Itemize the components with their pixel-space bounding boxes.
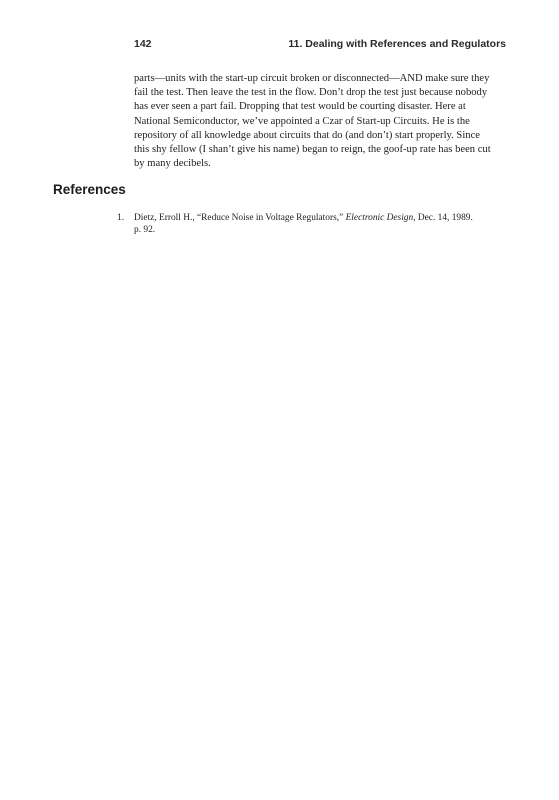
reference-number: 1.: [117, 213, 125, 223]
paragraph-line: by many decibels.: [134, 158, 211, 170]
paragraph-line: this shy fellow (I shan’t give his name) began to reign, the goof-up rate has been cut: [134, 144, 491, 156]
paragraph-line: repository of all knowledge about circuits that do (and don’t) start properly. Since: [134, 129, 480, 141]
reference-authors-title: Dietz, Erroll H., “Reduce Noise in Voltage Regulators,”: [134, 213, 346, 223]
reference-journal: Electronic Design: [345, 213, 414, 223]
reference-date: , Dec. 14, 1989.: [413, 213, 473, 223]
page-number: 142: [134, 38, 152, 50]
body-paragraph: [134, 72, 504, 171]
reference-citation: [134, 212, 517, 224]
paragraph-line: has ever seen a part fail. Dropping that test would be courting disaster. Here at: [134, 101, 466, 113]
running-header: [134, 38, 506, 54]
reference-list: [117, 212, 517, 236]
references-heading: References: [53, 182, 126, 197]
reference-item: [117, 212, 517, 236]
paragraph-line: parts—units with the start-up circuit broken or disconnected—AND make sure they: [134, 73, 490, 84]
paragraph-line: fail the test. Then leave the test in the flow. Don’t drop the test just because nobody: [134, 87, 488, 99]
paragraph-line: National Semiconductor, we’ve appointed a Czar of Start-up Circuits. He is the: [134, 115, 470, 127]
reference-pages: p. 92.: [134, 225, 156, 236]
chapter-title: 11. Dealing with References and Regulators: [288, 38, 506, 50]
